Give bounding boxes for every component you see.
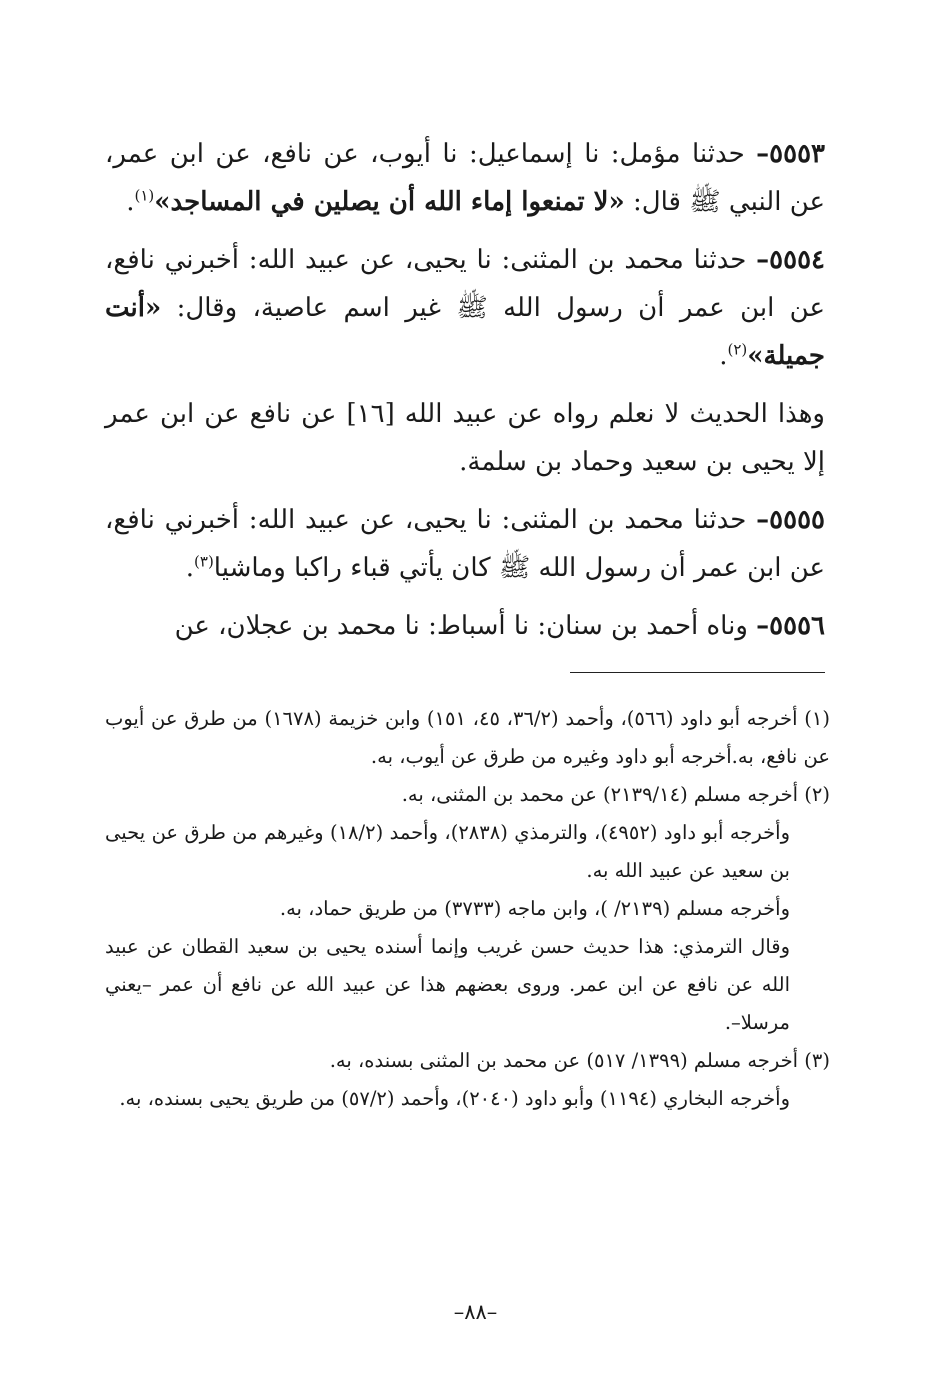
footnote-2: (٢) أخرجه مسلم (٢١٣٩/١٤) عن محمد بن المثنى، به. <box>401 783 830 806</box>
hadith-text: حدثنا محمد بن المثنى: نا يحيى، عن عبيد الله: أخبرني نافع، عن ابن عمر أن رسول الله ﷺ غير اسم عاصية، وقال: <box>105 245 825 323</box>
hadith-5556 <box>105 602 825 650</box>
hadith-text: حدثنا محمد بن المثنى: نا يحيى، عن عبيد الله: أخبرني نافع، عن ابن عمر أن رسول الله ﷺ كان يأتي قباء راكبا وماشيا <box>105 505 825 583</box>
footnote-1: (١) أخرجه أبو داود (٥٦٦)، وأحمد (٣٦/٢، ٤٥، ١٥١) وابن خزيمة (١٦٧٨) من طرق عن أيوب عن نافع، به.أخرجه أبو داود وغيره من طرق عن أيوب، به. <box>105 707 830 768</box>
hadith-text: وناه أحمد بن سنان: نا أسباط: نا محمد بن عجلان، عن <box>174 611 757 641</box>
footnote-3: (٣) أخرجه مسلم (١٣٩٩/ ٥١٧) عن محمد بن المثنى بسنده، به. <box>329 1049 830 1072</box>
hadith-text: حدثنا مؤمل: نا إسماعيل: نا أيوب، عن نافع، عن ابن عمر، عن النبي ﷺ قال: <box>105 139 825 217</box>
footnote-divider <box>570 672 825 673</box>
author-comment: وهذا الحديث لا نعلم رواه عن عبيد الله [١٦] عن نافع عن ابن عمر إلا يحيى بن سعيد وحماد بن سلمة. <box>105 399 825 477</box>
hadith-number: ٥٥٥٦– <box>756 611 825 641</box>
footnote-ref-2[interactable]: (٢) <box>727 340 748 359</box>
hadith-5554: ٥٥٥٤– حدثنا محمد بن المثنى: نا يحيى، عن عبيد الله: أخبرني نافع، عن ابن عمر أن رسول الله ﷺ غير اسم عاصية، وقال: «أنت جميلة»$^{(٢)}$. <box>105 245 825 371</box>
footnote-ref-3[interactable]: (٣) <box>194 552 214 571</box>
footnote-2-cont: وأخرجه مسلم (٢١٣٩/ )، وابن ماجه (٣٧٣٣) من طريق حماد، به. <box>279 897 790 920</box>
hadith-number: ٥٥٥٣– <box>756 139 825 169</box>
footnote-2-cont: وأخرجه أبو داود (٤٩٥٢)، والترمذي (٢٨٣٨)، وأحمد (١٨/٢) وغيرهم من طرق عن يحيى بن سعيد عن عبيد الله به. <box>105 821 790 882</box>
hadith-5555: ٥٥٥٥– حدثنا محمد بن المثنى: نا يحيى، عن عبيد الله: أخبرني نافع، عن ابن عمر أن رسول الله ﷺ كان يأتي قباء راكبا وماشيا$^{(٣)}$. <box>105 505 825 583</box>
hadith-number: ٥٥٥٤– <box>756 245 825 275</box>
footnotes <box>105 696 830 1118</box>
main-text <box>105 130 825 660</box>
hadith-5553: ٥٥٥٣– حدثنا مؤمل: نا إسماعيل: نا أيوب، عن نافع، عن ابن عمر، عن النبي ﷺ قال: «لا تمنعوا إماء الله أن يصلين في المساجد»$^{(١)}$. <box>105 139 825 217</box>
page-number: –٨٨– <box>453 1300 498 1324</box>
footnote-2-cont: وقال الترمذي: هذا حديث حسن غريب وإنما أسنده يحيى بن سعيد القطان عن عبيد الله عن نافع عن ابن عمر. وروى بعضهم هذا عن عبيد الله عن نافع أن عمر –يعني مرسلا–. <box>105 935 790 1034</box>
footnote-3-cont: وأخرجه البخاري (١١٩٤) وأبو داود (٢٠٤٠)، وأحمد (٥٧/٢) من طريق يحيى بسنده، به. <box>119 1087 790 1110</box>
footnote-ref-1[interactable]: (١) <box>134 186 155 205</box>
hadith-quote: «أنت جميلة» <box>105 293 825 371</box>
hadith-quote: «لا تمنعوا إماء الله أن يصلين في المساجد» <box>154 187 625 217</box>
hadith-number: ٥٥٥٥– <box>756 505 825 535</box>
